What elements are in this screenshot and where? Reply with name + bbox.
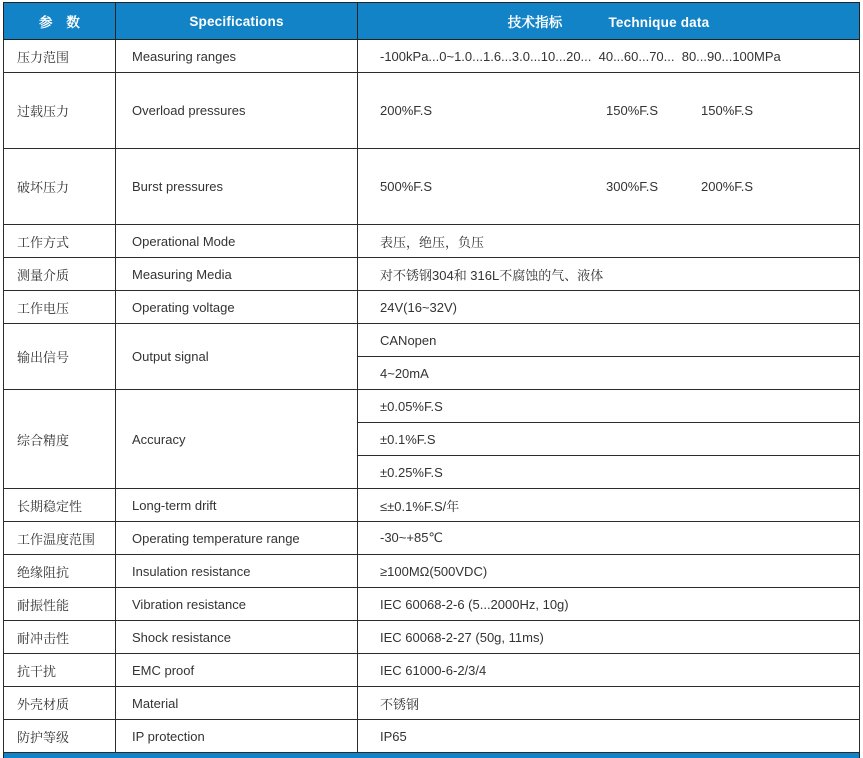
table-row [4,588,860,621]
table-row [4,489,860,522]
value-cell: IEC 60068-2-6 (5...2000Hz, 10g) [358,588,860,621]
param-cell: 破坏压力 [4,149,116,225]
header-technique [358,3,860,40]
table-row [4,258,860,291]
spec-cell: EMC proof [116,654,358,687]
spec-cell: Material [116,687,358,720]
value-item: 200%F.S [380,103,433,118]
param-cell: 绝缘阻抗 [4,555,116,588]
table-row [4,149,860,225]
param-cell: 测量介质 [4,258,116,291]
table-row [4,687,860,720]
table-row [4,621,860,654]
value-cell: -100kPa...0~1.0...1.6...3.0...10...20... 40...60...70... 80...90...100MPa [358,40,860,73]
param-cell: 防护等级 [4,720,116,753]
param-cell: 耐冲击性 [4,621,116,654]
value-item: 300%F.S [606,179,659,194]
value-item: 150%F.S [701,103,754,118]
param-cell: 工作电压 [4,291,116,324]
multi-value-group [380,179,859,194]
table-row [4,324,860,357]
table-row [4,720,860,753]
param-cell: 工作温度范围 [4,522,116,555]
table-row [4,522,860,555]
value-cell: 对不锈钢304和 316L不腐蚀的气、液体 [358,258,860,291]
header-technique-zh: 技术指标 [507,15,563,30]
multi-value-group [380,103,859,118]
param-cell: 压力范围 [4,40,116,73]
spec-cell: Long-term drift [116,489,358,522]
value-cell: 表压，绝压，负压 [358,225,860,258]
value-cell [358,73,860,149]
table-row [4,73,860,149]
value-cell: -30~+85℃ [358,522,860,555]
value-cell: ≤±0.1%F.S/年 [358,489,860,522]
spec-cell: IP protection [116,720,358,753]
table-row [4,225,860,258]
spec-cell: Shock resistance [116,621,358,654]
param-cell: 耐振性能 [4,588,116,621]
spec-cell: Output signal [116,324,358,390]
value-item: 200%F.S [701,179,754,194]
bottom-accent-bar [3,753,860,758]
spec-cell: Burst pressures [116,149,358,225]
spec-cell: Vibration resistance [116,588,358,621]
spec-table [3,2,860,753]
value-cell: 4~20mA [358,357,860,390]
value-item: 500%F.S [380,179,433,194]
param-cell: 抗干扰 [4,654,116,687]
table-row [4,555,860,588]
value-cell: ±0.05%F.S [358,390,860,423]
header-technique-en: Technique data [608,15,710,30]
param-cell: 过载压力 [4,73,116,149]
param-cell: 工作方式 [4,225,116,258]
spec-cell: Operating voltage [116,291,358,324]
spec-cell: Insulation resistance [116,555,358,588]
spec-cell: Measuring Media [116,258,358,291]
spec-cell: Measuring ranges [116,40,358,73]
table-row [4,291,860,324]
spec-cell: Operating temperature range [116,522,358,555]
header-row [4,3,860,40]
spec-table-container [3,2,860,758]
table-row [4,654,860,687]
value-cell: IEC 60068-2-27 (50g, 11ms) [358,621,860,654]
value-item: 150%F.S [606,103,659,118]
value-cell: 不锈钢 [358,687,860,720]
spec-cell: Accuracy [116,390,358,489]
value-cell: ±0.1%F.S [358,423,860,456]
value-cell: ≥100MΩ(500VDC) [358,555,860,588]
value-cell: 24V(16~32V) [358,291,860,324]
value-cell: IEC 61000-6-2/3/4 [358,654,860,687]
value-cell: CANopen [358,324,860,357]
spec-cell: Operational Mode [116,225,358,258]
value-cell: IP65 [358,720,860,753]
param-cell: 长期稳定性 [4,489,116,522]
param-cell: 外壳材质 [4,687,116,720]
header-param: 参 数 [4,3,116,40]
header-specifications: Specifications [116,3,358,40]
table-row [4,40,860,73]
param-cell: 输出信号 [4,324,116,390]
table-row [4,390,860,423]
value-cell [358,149,860,225]
spec-cell: Overload pressures [116,73,358,149]
value-cell: ±0.25%F.S [358,456,860,489]
param-cell: 综合精度 [4,390,116,489]
